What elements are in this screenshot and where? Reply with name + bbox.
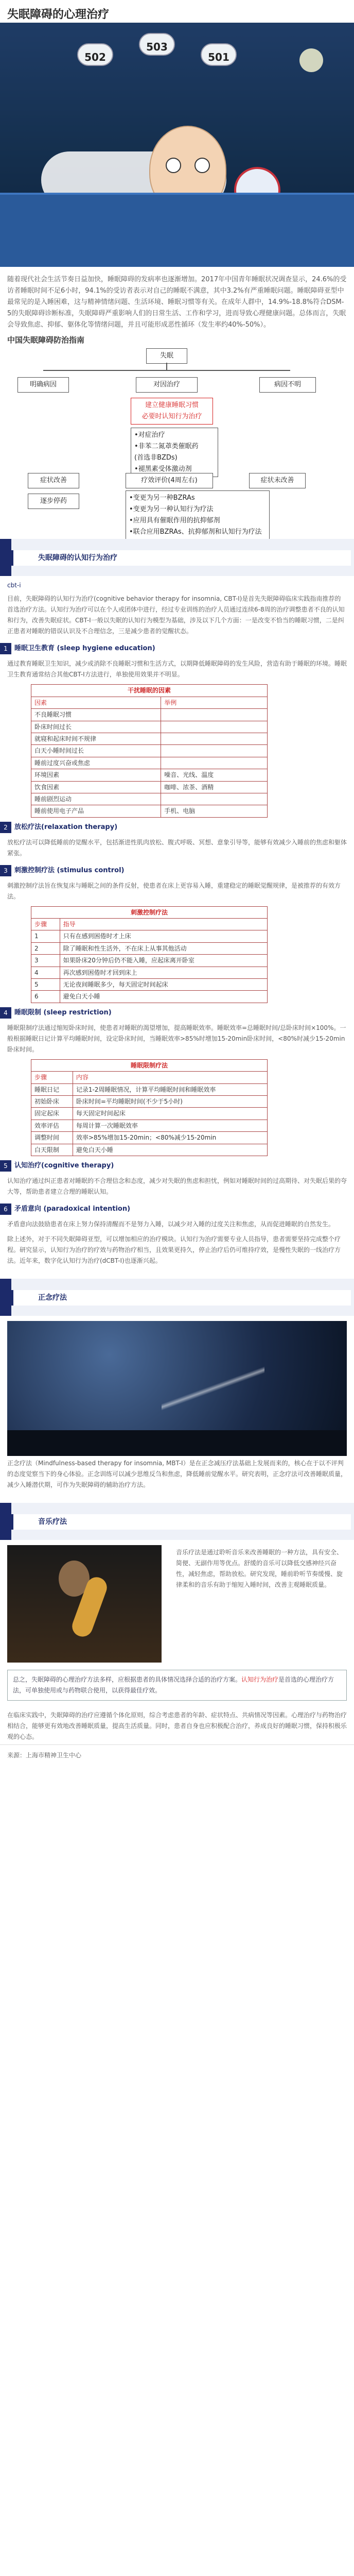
- item-number: 2: [0, 822, 11, 833]
- section-title: 失眠障碍的认知行为治疗: [38, 554, 117, 562]
- table-caption: 干扰睡眠的因素: [31, 685, 268, 697]
- item-number: 1: [0, 643, 11, 654]
- table-row: [31, 781, 268, 793]
- table-cell: 不良睡眠习惯: [31, 709, 161, 721]
- quote-text: 总之，失眠障碍的心理治疗方法多样，应根据患者的具体情况选择合适的治疗方案。: [13, 1675, 242, 1683]
- quote-highlight: 认知行为治疗: [241, 1675, 279, 1683]
- blanket-shape: [0, 193, 354, 267]
- item-title: 睡眠限制 (sleep restriction): [14, 1008, 112, 1016]
- table-cell: 白天小睡时间过长: [31, 745, 161, 757]
- cbti-item-2: [0, 822, 354, 861]
- table-row: [31, 930, 268, 942]
- sleep-factors-table: [31, 684, 268, 817]
- item-text: 矛盾意向法鼓励患者在床上努力保持清醒而不是努力入睡，以减少对入睡的过度关注和焦虑，从而促进睡眠的自然发生。: [7, 1220, 335, 1228]
- article-title: 失眠障碍的心理治疗: [7, 8, 110, 21]
- table-cell: 除了睡眠和性生活外，不在床上从事其他活动: [60, 942, 267, 954]
- table-cell: 噪音、光线、温度: [161, 769, 268, 781]
- table-cell: [161, 745, 268, 757]
- section-title: 正念疗法: [38, 1293, 67, 1302]
- table-caption: 睡眠限制疗法: [31, 1059, 268, 1071]
- health-line: 建立健康睡眠习惯: [145, 401, 199, 409]
- table-cell: 每周计算一次睡眠效率: [73, 1120, 267, 1131]
- alt-line: •变更为另一种BZRAs: [129, 494, 195, 502]
- table-row: [31, 979, 268, 991]
- flow-node-alt-list: [126, 490, 270, 540]
- table-row: [31, 745, 268, 757]
- table-cell: [161, 793, 268, 805]
- moon-shape: [299, 48, 323, 72]
- item-text: 放松疗法可以降低睡前的觉醒水平，包括渐进性肌肉放松、腹式呼吸、冥想、意象引导等，能够有效减少入睡前的焦虑和躯体紧张。: [7, 838, 347, 857]
- flow-node-improve: 症状改善: [28, 473, 79, 488]
- summary-quote: [7, 1670, 347, 1701]
- post-items-paragraph: 除上述外，对于不同失眠障碍亚型，可以增加相应的治疗模块。认知行为治疗需要专业人员指导，患者需要坚持完成整个疗程。研究显示，认知行为治疗的疗效与药物治疗相当，且效果更持久，停止治疗后仍可维持疗效，是慢性失眠的一线治疗方法。近年来，数字化认知行为治疗(dCBT-I)也逐渐兴起。: [7, 1235, 341, 1264]
- item-title: 睡眠卫生教育 (sleep hygiene education): [14, 645, 155, 653]
- section-header-mindfulness: [0, 1279, 354, 1316]
- table-cell: 3: [31, 955, 60, 967]
- mindfulness-text: 正念疗法（Mindfulness-based therapy for insomnia, MBT-I）是在正念减压疗法基础上发展而来的，核心在于以不评判的态度觉察当下的身心体验。正念训练可以减少思维反刍和焦虑，降低睡前觉醒水平。研究表明，正念疗法可改善睡眠质量，减少入睡潜伏期，可作为失眠障碍的辅助治疗方法。: [7, 1459, 347, 1488]
- item-text: 通过教育睡眠卫生知识，减少或消除不良睡眠习惯和生活方式，以期降低睡眠障碍的发生风险，营造有助于睡眠的环境。睡眠卫生教育通常结合其他CBT-I方法进行，单独使用效果并不明显。: [7, 660, 347, 679]
- item-title: 矛盾意向 (paradoxical intention): [14, 1205, 131, 1213]
- table-row: [31, 967, 268, 978]
- flow-arrow: [166, 363, 167, 370]
- alt-line: •应用具有催眠作用的抗抑郁剂: [129, 517, 220, 525]
- sheep-number: 502: [84, 51, 106, 63]
- table-row: [31, 942, 268, 954]
- item-title: 刺激控制疗法 (stimulus control): [14, 866, 125, 874]
- music-row: [0, 1545, 354, 1663]
- flow-node-treat: 对因治疗: [136, 377, 198, 393]
- cbti-item-4: [0, 1007, 354, 1156]
- table-cell: 2: [31, 942, 60, 954]
- table-cell: 就寝和起床时间不规律: [31, 733, 161, 744]
- table-cell: 避免白天小睡: [73, 1144, 267, 1156]
- table-cell: 调整时间: [31, 1132, 73, 1144]
- table-row: [31, 733, 268, 744]
- table-cell: 6: [31, 991, 60, 1003]
- table-row: [31, 1083, 268, 1095]
- table-cell: 5: [31, 979, 60, 991]
- table-cell: 记录1-2周睡眠情况，计算平均睡眠时间和睡眠效率: [73, 1083, 267, 1095]
- table-cell: 效率评估: [31, 1120, 73, 1131]
- sheep-figure: [139, 33, 175, 56]
- table-cell: 效率>85%增加15-20min；<80%减少15-20min: [73, 1132, 267, 1144]
- alt-line: •变更为另一种认知行为疗法: [129, 505, 214, 514]
- flow-node-drug-list: [131, 428, 218, 477]
- table-row: [31, 955, 268, 967]
- table-cell: 只有在感到困倦时才上床: [60, 930, 267, 942]
- quote-text: 是首选的心理治疗方法，可单独使用或与药物联合使用，以获得最佳疗效。: [13, 1675, 334, 1694]
- table-row: [31, 709, 268, 721]
- drug-line: •对症治疗: [134, 431, 165, 439]
- item-text: 睡眠限制疗法通过缩短卧床时间，使患者对睡眠的渴望增加，提高睡眠效率。睡眠效率=总睡眠时间/总卧床时间×100%。一般根据睡眠日记计算平均睡眠时间，设定卧床时间，当睡眠效率>85%时增加15-20min卧床时间，<80%时减少15-20min卧床时间。: [7, 1024, 346, 1053]
- sheep-number: 503: [146, 41, 168, 53]
- flowchart-title: 中国失眠障碍防治指南: [7, 335, 85, 345]
- table-header-cell: 步骤: [31, 1072, 73, 1083]
- table-cell: 避免白天小睡: [60, 991, 267, 1003]
- item-text: 刺激控制疗法旨在恢复床与睡眠之间的条件反射，使患者在床上更容易入睡，重建稳定的睡眠觉醒规律，是被推荐的有效方法。: [7, 882, 341, 900]
- sheep-number: 501: [208, 51, 229, 63]
- table-cell: 固定起床: [31, 1108, 73, 1120]
- flow-node-unknown: 病因不明: [259, 377, 316, 393]
- cbti-item-5: [0, 1160, 354, 1199]
- closing-paragraph: 在临床实践中，失眠障碍的治疗应遵循个体化原则，综合考虑患者的年龄、症状特点、共病情况等因素。心理治疗与药物治疗相结合，能够更有效地改善睡眠质量，提高生活质量。同时，患者自身也应积极配合治疗，养成良好的睡眠习惯，保持积极乐观的心态。: [7, 1711, 347, 1740]
- table-cell: 咖啡、浓茶、酒精: [161, 781, 268, 793]
- section-title: 音乐疗法: [38, 1517, 67, 1526]
- table-cell: 卧床时间过长: [31, 721, 161, 733]
- table-row: [31, 1095, 268, 1107]
- table-row: [31, 1144, 268, 1156]
- flow-node-insomnia: 失眠: [146, 348, 187, 364]
- night-sky-photo: [7, 1321, 347, 1456]
- sheep-figure: [201, 43, 237, 66]
- table-row: [31, 1132, 268, 1144]
- item-number: 6: [0, 1204, 11, 1215]
- flow-node-no-improve: 症状未改善: [249, 473, 306, 488]
- table-header-cell: 因素: [31, 697, 161, 708]
- table-cell: [161, 757, 268, 769]
- table-row: [31, 991, 268, 1003]
- table-cell: 初始卧床: [31, 1095, 73, 1107]
- item-number: 4: [0, 1007, 11, 1019]
- table-cell: [161, 721, 268, 733]
- section-header-cbti: [0, 539, 354, 576]
- table-row: [31, 721, 268, 733]
- section-header-music: [0, 1503, 354, 1540]
- flow-node-taper: 逐步停药: [28, 494, 79, 509]
- table-cell: [161, 733, 268, 744]
- flow-node-evaluate: 疗效评价(4周左右): [126, 473, 213, 488]
- music-text: 音乐疗法是通过聆听音乐来改善睡眠的一种方法，具有安全、简便、无副作用等优点。舒缓的音乐可以降低交感神经兴奋性，减轻焦虑，帮助放松。研究发现，睡前聆听节奏缓慢、旋律柔和的音乐有助于缩短入睡时间，改善主观睡眠质量。: [176, 1548, 343, 1588]
- source-footer: 来源：上海市精神卫生中心: [0, 1744, 354, 1766]
- treatment-flowchart: [7, 334, 347, 536]
- flow-node-health: [131, 398, 213, 425]
- table-header-cell: 举例: [161, 697, 268, 708]
- drug-line: (首选非BZDs): [134, 454, 178, 462]
- table-caption: 刺激控制疗法: [31, 906, 268, 918]
- table-row: [31, 793, 268, 805]
- drug-line: •非苯二氮䓬类催眠药: [134, 443, 199, 451]
- table-cell: 如果卧床20分钟后仍不能入睡，应起床离开卧室: [60, 955, 267, 967]
- cbti-tag: cbt-i: [7, 582, 21, 589]
- table-cell: 手机、电脑: [161, 805, 268, 817]
- table-cell: 无论夜间睡眠多少，每天固定时间起床: [60, 979, 267, 991]
- table-cell: 环境因素: [31, 769, 161, 781]
- table-cell: 饮食因素: [31, 781, 161, 793]
- sleep-restriction-table: [31, 1059, 268, 1156]
- drug-line: •褪黑素受体激动剂: [134, 465, 192, 473]
- table-row: [31, 757, 268, 769]
- table-row: [31, 769, 268, 781]
- table-row: [31, 1108, 268, 1120]
- table-cell: 睡眠日记: [31, 1083, 73, 1095]
- eye-shape: [166, 158, 181, 173]
- table-cell: 4: [31, 967, 60, 978]
- table-header-cell: 内容: [73, 1072, 267, 1083]
- ground-silhouette: [7, 1430, 347, 1456]
- table-cell: 睡前剧烈运动: [31, 793, 161, 805]
- table-row: [31, 1120, 268, 1131]
- sheep-figure: [77, 43, 113, 66]
- cbti-item-1: [0, 643, 354, 817]
- table-header-cell: 指导: [60, 919, 267, 930]
- table-cell: 再次感到困倦时才回到床上: [60, 967, 267, 978]
- cbti-item-6: [0, 1204, 354, 1232]
- eye-shape: [194, 158, 210, 173]
- saxophone-photo: [7, 1545, 162, 1663]
- table-cell: 每天固定时间起床: [73, 1108, 267, 1120]
- table-cell: 睡前过度兴奋或焦虑: [31, 757, 161, 769]
- alt-line: •联合应用BZRAs、抗抑郁剂和认知行为疗法: [129, 528, 262, 536]
- table-cell: 1: [31, 930, 60, 942]
- item-title: 放松疗法(relaxation therapy): [14, 823, 118, 831]
- item-number: 5: [0, 1160, 11, 1172]
- table-row: [31, 805, 268, 817]
- table-cell: 白天限制: [31, 1144, 73, 1156]
- intro-paragraph: 随着现代社会生活节奏日益加快，睡眠障碍的发病率也逐渐增加。2017年中国青年睡眠状况调查显示，24.6%的受访者睡眠时间不足6小时，94.1%的受访者表示对自己的睡眠不满意，其中3.2%有严重睡眠问题。睡眠障碍亚型中最常见的是入睡困难，这与精神情绪问题、生活环境、睡眠习惯等有关。在成年人群中，14.9%-18.8%符合DSM-5的失眠障碍诊断标准，失眠障碍严重影响人们的日常生活、工作和学习，进而导致心理健康问题。总体而言，失眠会导致焦虑、抑郁、躯体化等情绪问题，并且可能形成恶性循环（发生率约40%-50%）。: [7, 276, 347, 329]
- stimulus-control-table: [31, 906, 268, 1003]
- cbti-item-3: [0, 865, 354, 1003]
- table-cell: 卧床时间=平均睡眠时间(不少于5小时): [73, 1095, 267, 1107]
- flow-connector: [43, 370, 290, 371]
- table-header-cell: 步骤: [31, 919, 60, 930]
- health-line: 必要时认知行为治疗: [141, 413, 202, 421]
- item-number: 3: [0, 865, 11, 876]
- hero-illustration: [0, 23, 354, 267]
- table-cell: 睡前使用电子产品: [31, 805, 161, 817]
- flow-node-cause: 明确病因: [17, 377, 69, 393]
- item-text: 认知治疗通过纠正患者对睡眠的不合理信念和态度，减少对失眠的焦虑和担忧，例如对睡眠时间的过高期待、对失眠后果的夸大等，帮助患者建立合理的睡眠认知。: [7, 1177, 347, 1195]
- cbti-intro: 目前，失眠障碍的认知行为治疗(cognitive behavior therapy for insomnia, CBT-I)是首先失眠障碍临床实践指南推荐的首选治疗方法。认知行为治疗可以在个人或团体中进行，经过专业训练的治疗人员通过连续6-8周的治疗调整患者不良的认知和行为，改善失眠症状。CBT-I一般以失眠的认知行为模型为基础，涉及以下几个方面：一是改变不恰当的睡眠习惯，二是纠正患者对睡眠的错误认识及不合理信念，三是减少患者的觉醒状态。: [7, 595, 345, 635]
- item-title: 认知治疗(cognitive therapy): [14, 1161, 114, 1170]
- table-cell: [161, 709, 268, 721]
